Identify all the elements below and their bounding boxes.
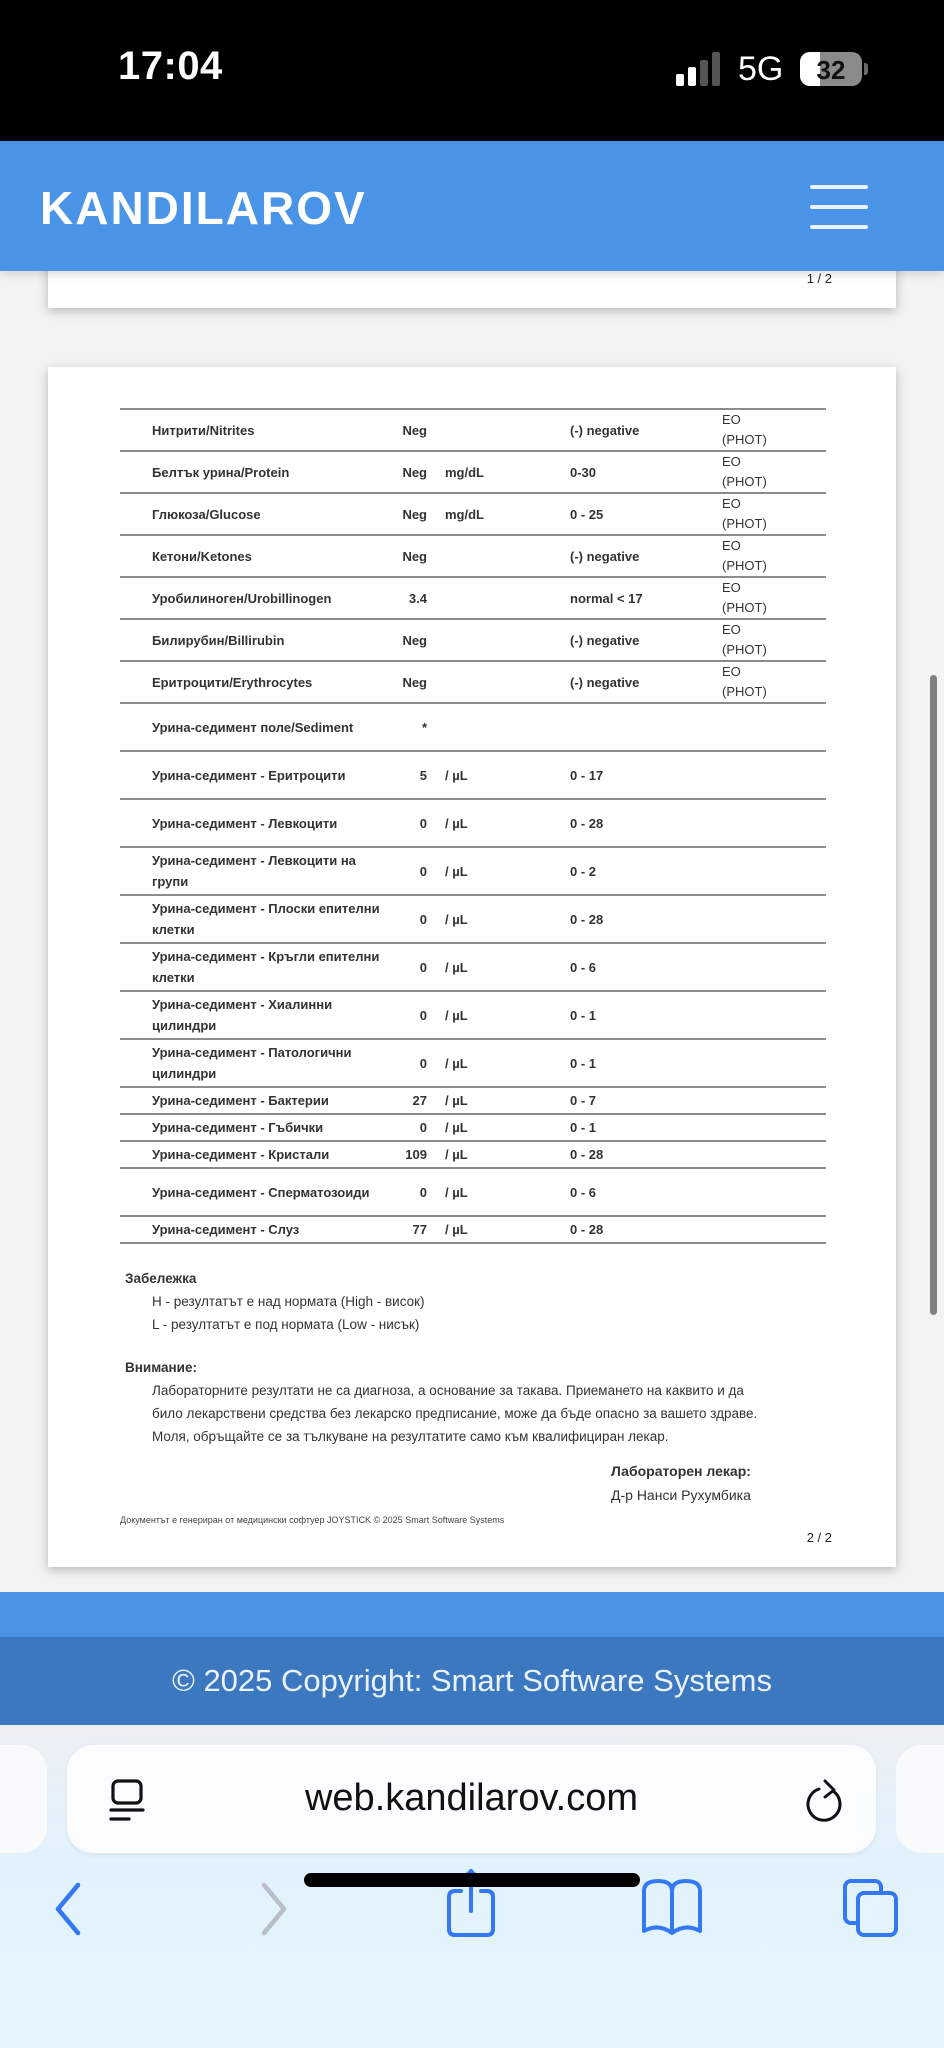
home-indicator[interactable]	[304, 1873, 640, 1887]
cellular-signal-icon	[676, 52, 724, 86]
lab-result-row	[120, 1141, 826, 1168]
result-unit: / µL	[445, 911, 468, 927]
battery-icon	[800, 52, 862, 86]
reload-icon[interactable]	[803, 1777, 847, 1825]
note-line: H - резултатът е над нормата (High - висок)	[152, 1294, 425, 1309]
result-unit: / µL	[445, 1222, 468, 1237]
result-unit: mg/dL	[445, 506, 484, 522]
test-method	[722, 1114, 826, 1141]
reference-range: (-) negative	[570, 674, 640, 690]
result-unit	[435, 409, 570, 451]
lab-result-row	[120, 661, 826, 703]
signature-title: Лабораторен лекар:	[611, 1463, 751, 1479]
test-method: EO (PHOT)	[722, 664, 767, 699]
reference-range: 0 - 28	[570, 815, 604, 831]
result-value: 5	[419, 767, 427, 783]
note-heading: Забележка	[125, 1271, 197, 1286]
reference-range: 0 - 1	[570, 1007, 597, 1023]
reference-range: 0 - 25	[570, 506, 604, 522]
test-name: Урина-седимент - Бактерии	[152, 1093, 329, 1108]
result-unit: mg/dL	[445, 464, 484, 480]
footer-copyright: © 2025 Copyright: Smart Software Systems	[171, 1663, 773, 1698]
reference-range: 0 - 28	[570, 1222, 604, 1237]
test-name: Урина-седимент - Хиалинни цилиндри	[152, 997, 333, 1033]
test-name: Урина-седимент - Кристали	[152, 1147, 330, 1162]
hamburger-menu-icon[interactable]	[810, 185, 870, 229]
warning-line: Лабораторните резултати не са диагноза, а основание за такава. Приемането на каквито и да	[152, 1383, 744, 1398]
result-unit	[435, 535, 570, 577]
result-value: 0	[419, 1120, 427, 1135]
lab-result-row	[120, 493, 826, 535]
brand-logo[interactable]: KANDILAROV	[40, 182, 367, 234]
bookmarks-icon[interactable]	[640, 1875, 704, 1939]
result-value: 0	[419, 863, 427, 879]
note-line: L - резултатът е под нормата (Low - нисък)	[152, 1317, 420, 1332]
result-unit: / µL	[445, 1120, 468, 1135]
signature-name: Д-р Нанси Рухумбика	[611, 1487, 751, 1503]
status-bar	[0, 0, 944, 141]
test-name: Урина-седимент - Еритроцити	[152, 767, 346, 783]
test-name: Урина-седимент - Патологични цилиндри	[152, 1045, 352, 1081]
test-method	[722, 1168, 826, 1216]
reference-range: 0 - 7	[570, 1093, 597, 1108]
result-unit	[435, 577, 570, 619]
warning-line: било лекарствени средства без лекарско предписание, може да бъде опасно за вашето здраве.	[152, 1406, 758, 1421]
reference-range: 0 - 1	[570, 1055, 597, 1071]
test-method: EO (PHOT)	[722, 538, 767, 573]
test-method: EO (PHOT)	[722, 580, 767, 615]
lab-result-row	[120, 1114, 826, 1141]
result-unit: / µL	[445, 767, 468, 783]
result-unit: / µL	[445, 1055, 468, 1071]
result-unit: / µL	[445, 815, 468, 831]
reference-range: 0 - 28	[570, 1147, 604, 1162]
result-value: 0	[419, 815, 427, 831]
test-name: Урина-седимент - Плоски епителни клетки	[152, 901, 380, 937]
test-method	[722, 751, 826, 799]
reference-range: (-) negative	[570, 422, 640, 438]
tabs-icon[interactable]	[842, 1875, 900, 1939]
url-text[interactable]: web.kandilarov.com	[304, 1777, 638, 1819]
test-name: Урина-седимент - Сперматозоиди	[152, 1184, 370, 1200]
test-method	[722, 991, 826, 1039]
lab-result-row	[120, 943, 826, 991]
result-value: Neg	[402, 632, 427, 648]
forward-icon[interactable]	[244, 1875, 304, 1939]
lab-result-row	[120, 619, 826, 661]
lab-result-row	[120, 847, 826, 895]
result-unit: / µL	[445, 863, 468, 879]
address-bar[interactable]	[67, 1745, 876, 1853]
test-name: Урина-седимент поле/Sediment	[152, 719, 354, 735]
result-unit: / µL	[445, 1147, 468, 1162]
battery-percent: 32	[816, 55, 846, 85]
reference-range: 0 - 17	[570, 767, 604, 783]
test-method	[722, 799, 826, 847]
result-value: 0	[419, 959, 427, 975]
test-method: EO (PHOT)	[722, 622, 767, 657]
lab-result-row	[120, 751, 826, 799]
test-name: Белтък урина/Protein	[152, 464, 290, 480]
test-method	[722, 703, 826, 751]
result-unit: / µL	[445, 1093, 468, 1108]
reference-range	[570, 703, 722, 751]
page-number: 1 / 2	[806, 271, 832, 286]
test-name: Кетони/Ketones	[152, 548, 252, 564]
result-unit	[435, 661, 570, 703]
test-name: Нитрити/Nitrites	[152, 422, 255, 438]
reference-range: 0 - 6	[570, 1184, 597, 1200]
lab-result-row	[120, 535, 826, 577]
network-type: 5G	[738, 50, 784, 88]
reference-range: 0 - 1	[570, 1120, 597, 1135]
page-scrollbar[interactable]	[930, 675, 937, 1315]
signature-block	[611, 1459, 751, 1507]
test-name: Уробилиноген/Urobillinogen	[152, 590, 332, 606]
reference-range: normal < 17	[570, 590, 643, 606]
reference-range: 0 - 6	[570, 959, 597, 975]
test-name: Урина-седимент - Кръгли епителни клетки	[152, 949, 380, 985]
lab-result-row	[120, 1168, 826, 1216]
test-method	[722, 895, 826, 943]
test-name: Урина-седимент - Слуз	[152, 1222, 300, 1237]
test-method: EO (PHOT)	[722, 454, 767, 489]
result-value: Neg	[402, 422, 427, 438]
test-name: Билирубин/Billirubin	[152, 632, 285, 648]
test-name: Урина-седимент - Левкоцити на групи	[152, 853, 356, 889]
warning-heading: Внимание:	[125, 1360, 197, 1375]
document-page-2	[48, 367, 896, 1567]
reference-range: 0 - 28	[570, 911, 604, 927]
lab-result-row	[120, 1087, 826, 1114]
result-unit	[435, 703, 570, 751]
lab-result-row	[120, 1039, 826, 1087]
test-method: EO (PHOT)	[722, 412, 767, 447]
generated-by-note: Документът е генериран от медицински софтуер JOYSTICK © 2025 Smart Software Systems	[120, 1515, 505, 1525]
back-icon[interactable]	[40, 1875, 100, 1939]
test-method	[722, 1087, 826, 1114]
result-unit: / µL	[445, 1007, 468, 1023]
lab-result-row	[120, 409, 826, 451]
lab-result-row	[120, 1216, 826, 1243]
lab-results-table	[120, 408, 826, 1244]
footer-top-band	[0, 1592, 944, 1637]
result-value: 109	[405, 1147, 427, 1162]
reference-range: (-) negative	[570, 632, 640, 648]
result-value: 77	[412, 1222, 427, 1237]
test-name: Урина-седимент - Левкоцити	[152, 815, 338, 831]
lab-result-row	[120, 799, 826, 847]
test-name: Урина-седимент - Гъбички	[152, 1120, 324, 1135]
lab-result-row	[120, 895, 826, 943]
page-number: 2 / 2	[806, 1530, 832, 1545]
lab-result-row	[120, 577, 826, 619]
previous-tab-peek[interactable]	[0, 1745, 47, 1853]
test-method	[722, 943, 826, 991]
test-method	[722, 1141, 826, 1168]
result-value: 0	[419, 1007, 427, 1023]
result-value: 0	[419, 1184, 427, 1200]
test-name: Еритроцити/Erythrocytes	[152, 674, 313, 690]
lab-result-row	[120, 451, 826, 493]
next-tab-peek[interactable]	[896, 1745, 944, 1853]
result-value: Neg	[402, 464, 427, 480]
warning-line: Моля, обръщайте се за тълкуване на резултатите само към квалифициран лекар.	[152, 1429, 669, 1444]
test-method	[722, 847, 826, 895]
result-unit: / µL	[445, 1184, 468, 1200]
test-method	[722, 1216, 826, 1243]
result-value: 3.4	[408, 590, 427, 606]
reference-range: 0 - 2	[570, 863, 597, 879]
result-value: *	[421, 719, 427, 735]
test-method: EO (PHOT)	[722, 496, 767, 531]
battery-tip	[864, 63, 868, 75]
reference-range: (-) negative	[570, 548, 640, 564]
test-method	[722, 1039, 826, 1087]
result-value: Neg	[402, 674, 427, 690]
lab-result-row	[120, 703, 826, 751]
result-value: Neg	[402, 548, 427, 564]
notes-section	[125, 1267, 845, 1448]
site-header	[0, 141, 944, 271]
result-value: 0	[419, 1055, 427, 1071]
test-name: Глюкоза/Glucose	[152, 506, 261, 522]
result-value: Neg	[402, 506, 427, 522]
reference-range: 0-30	[570, 464, 597, 480]
result-value: 0	[419, 911, 427, 927]
lab-result-row	[120, 991, 826, 1039]
status-time: 17:04	[118, 44, 223, 88]
result-value: 27	[412, 1093, 427, 1108]
site-footer	[0, 1637, 944, 1725]
result-unit	[435, 619, 570, 661]
result-unit: / µL	[445, 959, 468, 975]
